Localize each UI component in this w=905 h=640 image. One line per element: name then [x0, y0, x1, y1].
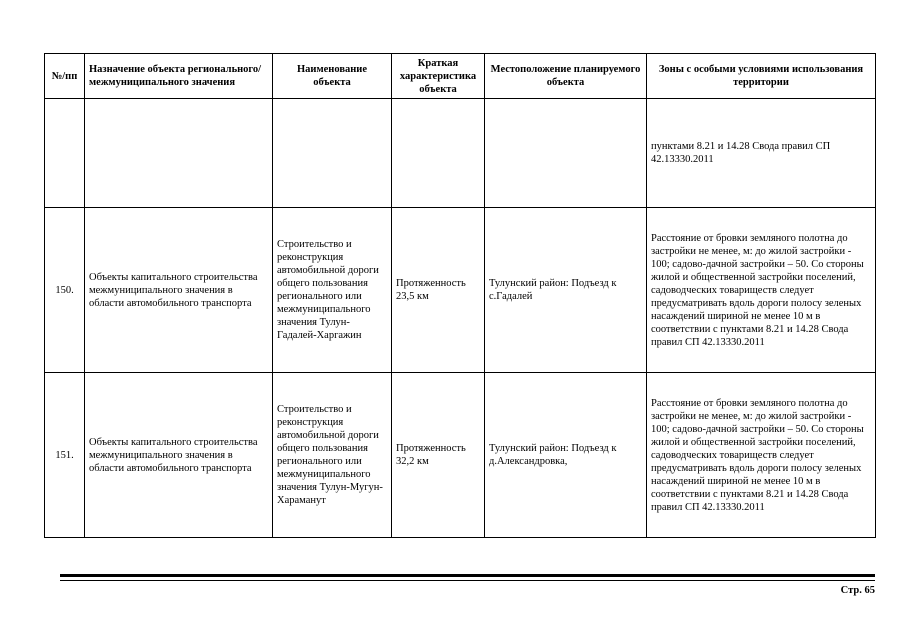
header-purpose: Назначение объекта регионального/ межмуниципального значения [85, 54, 273, 99]
cell-zones: Расстояние от бровки земляного полотна до застройки не менее, м: до жилой застройки - 100; садово-дачной застройки – 50. Со стороны жилой и общественной застройки поселений, садоводческих товариществ следует предусматривать вдоль дороги полосу зеленых насаждений шириной не менее 10 м в соответствии с пунктами 8.21 и 14.28 Свода правил СП 42.13330.2011 [647, 373, 876, 538]
cell-characteristic [392, 99, 485, 208]
header-name: Наименование объекта [273, 54, 392, 99]
header-characteristic: Краткая характеристика объекта [392, 54, 485, 99]
cell-location: Тулунский район: Подъезд к с.Гадалей [485, 208, 647, 373]
cell-characteristic: Протяженность 32,2 км [392, 373, 485, 538]
header-number: №/пп [45, 54, 85, 99]
cell-number: 150. [45, 208, 85, 373]
cell-name: Строительство и реконструкция автомобильной дороги общего пользования регионального или межмуниципального значения Тулун-Гадалей-Харгажин [273, 208, 392, 373]
cell-characteristic: Протяженность 23,5 км [392, 208, 485, 373]
cell-zones: Расстояние от бровки земляного полотна до застройки не менее, м: до жилой застройки - 100; садово-дачной застройки – 50. Со стороны жилой и общественной застройки поселений, садоводческих товариществ следует предусматривать вдоль дороги полосу зеленых насаждений шириной не менее 10 м в соответствии с пунктами 8.21 и 14.28 Свода правил СП 42.13330.2011 [647, 208, 876, 373]
header-row [45, 54, 876, 99]
table-row [45, 208, 876, 373]
table-row-continuation [45, 99, 876, 208]
cell-number [45, 99, 85, 208]
cell-location [485, 99, 647, 208]
table-row [45, 373, 876, 538]
page-number: Стр. 65 [840, 585, 875, 596]
document-table [44, 53, 876, 538]
cell-zones: пунктами 8.21 и 14.28 Свода правил СП 42.13330.2011 [647, 99, 876, 208]
cell-name: Строительство и реконструкция автомобильной дороги общего пользования регионального или межмуниципального значения Тулун-Мугун-Хараманут [273, 373, 392, 538]
cell-location: Тулунский район: Подъезд к д.Александровка, [485, 373, 647, 538]
header-location: Местоположение планируемого объекта [485, 54, 647, 99]
cell-number: 151. [45, 373, 85, 538]
cell-purpose [85, 99, 273, 208]
cell-name [273, 99, 392, 208]
header-zones: Зоны с особыми условиями использования территории [647, 54, 876, 99]
cell-purpose: Объекты капитального строительства межмуниципального значения в области автомобильного транспорта [85, 373, 273, 538]
footer-divider [60, 574, 875, 577]
footer-divider-thin [60, 580, 875, 581]
cell-purpose: Объекты капитального строительства межмуниципального значения в области автомобильного транспорта [85, 208, 273, 373]
